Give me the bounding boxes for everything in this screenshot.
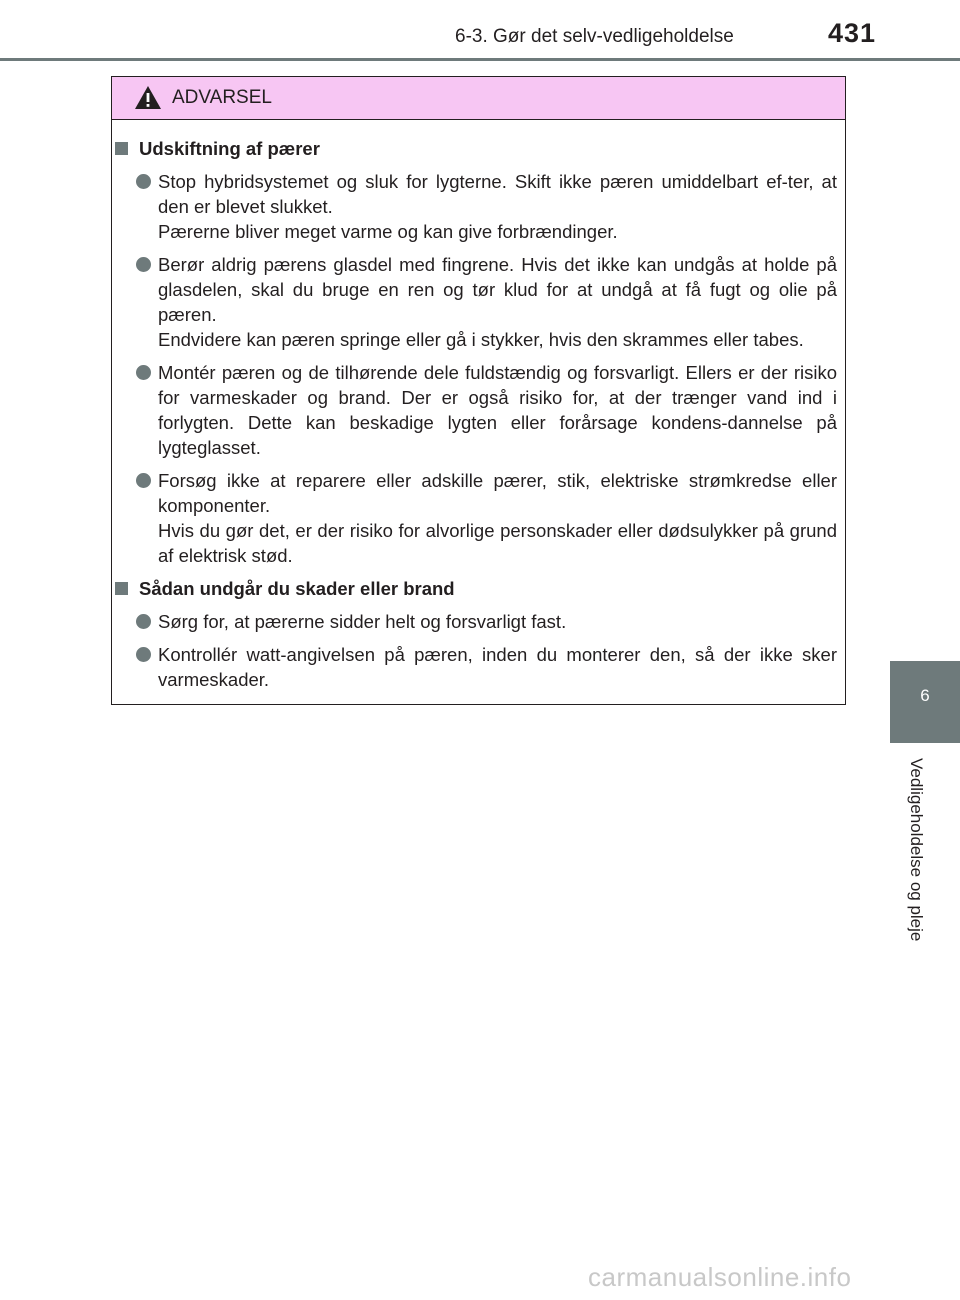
circle-bullet-icon	[136, 647, 151, 662]
item-text: Kontrollér watt-angivelsen på pæren, inden du monterer den, så der ikke sker varmeskader.	[158, 644, 837, 690]
chapter-title: Vedligeholdelse og pleje	[907, 758, 926, 942]
square-bullet-icon	[115, 142, 128, 155]
item-text: Berør aldrig pærens glasdel med fingrene. Hvis det ikke kan undgås at holde på glasdelen, skal du bruge en ren og tør klud for at undgå at få fugt og olie på pæren.	[158, 254, 837, 325]
section-title: 6-3. Gør det selv-vedligeholdelse	[455, 26, 734, 47]
warning-title: ADVARSEL	[172, 87, 272, 108]
item-text: Sørg for, at pærerne sidder helt og forsvarligt fast.	[158, 611, 567, 632]
circle-bullet-icon	[136, 614, 151, 629]
list-item	[112, 252, 837, 352]
section-heading-text: Udskiftning af pærer	[139, 138, 320, 159]
chapter-number: 6	[920, 686, 930, 705]
item-text: Hvis du gør det, er der risiko for alvorlige personskader eller dødsulykker på grund af elektrisk stød.	[158, 520, 837, 566]
section-heading	[112, 136, 837, 161]
section-heading	[112, 576, 837, 601]
list-item	[112, 169, 837, 244]
circle-bullet-icon	[136, 257, 151, 272]
chapter-tab	[890, 661, 960, 743]
item-text: Pærerne bliver meget varme og kan give forbrændinger.	[158, 221, 618, 242]
warning-triangle-icon	[134, 85, 162, 115]
item-text: Forsøg ikke at reparere eller adskille pærer, stik, elektriske strømkredse eller komponenter.	[158, 470, 837, 516]
warning-header	[112, 77, 845, 120]
list-item	[112, 360, 837, 460]
section-heading-text: Sådan undgår du skader eller brand	[139, 578, 455, 599]
warning-content	[112, 120, 845, 700]
list-item	[112, 468, 837, 568]
list-item	[112, 609, 837, 634]
square-bullet-icon	[115, 582, 128, 595]
item-text: Endvidere kan pæren springe eller gå i stykker, hvis den skrammes eller tabes.	[158, 329, 804, 350]
item-text: Montér pæren og de tilhørende dele fuldstændig og forsvarligt. Ellers er der risiko for varmeskader og brand. Der er også risiko for, at der trænger vand ind i forlygten. Dette kan beskadige lygten eller forårsage kondens-dannelse på lygteglasset.	[158, 362, 837, 458]
list-item	[112, 642, 837, 692]
item-text: Stop hybridsystemet og sluk for lygterne. Skift ikke pæren umiddelbart ef-ter, at den er blevet slukket.	[158, 171, 837, 217]
page-number: 431	[828, 18, 877, 48]
circle-bullet-icon	[136, 473, 151, 488]
header-divider	[0, 58, 960, 61]
warning-box	[111, 76, 846, 705]
circle-bullet-icon	[136, 174, 151, 189]
watermark: carmanualsonline.info	[588, 1262, 852, 1292]
circle-bullet-icon	[136, 365, 151, 380]
